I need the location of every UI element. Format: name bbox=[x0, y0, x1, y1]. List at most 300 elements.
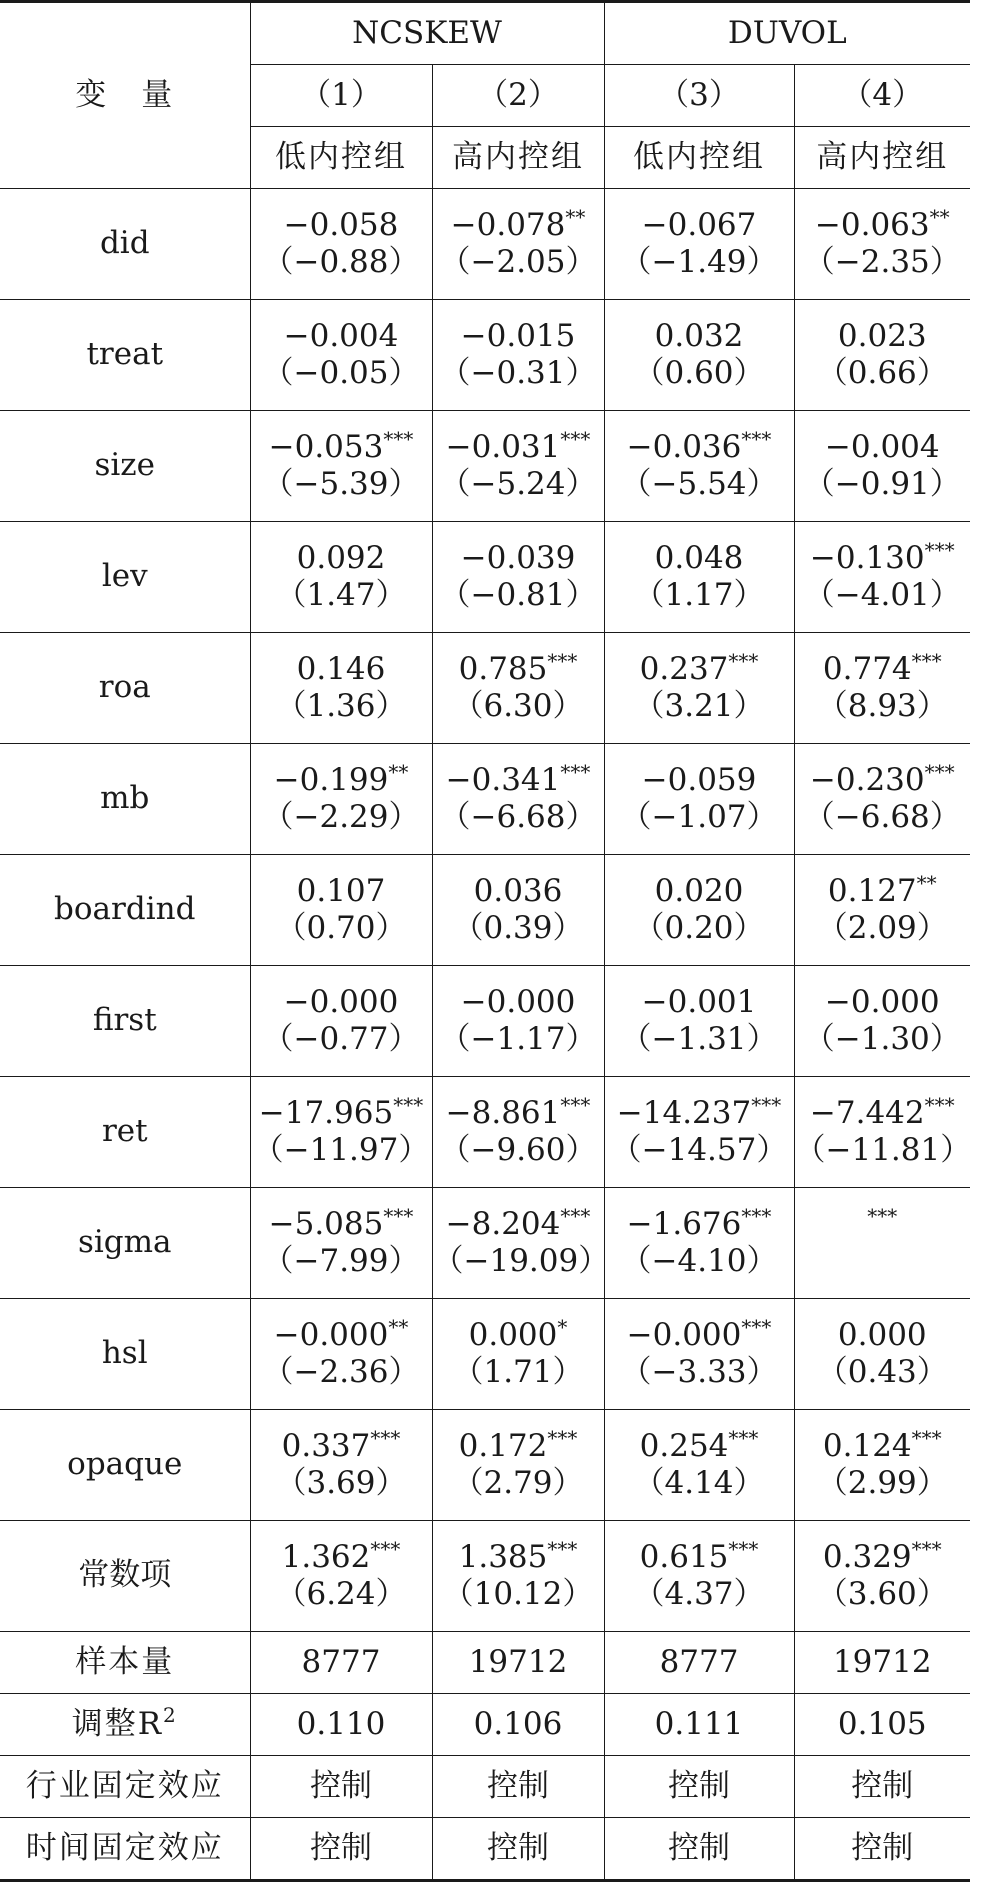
cell-value: 8777 bbox=[250, 1632, 432, 1694]
t-statistic: （−11.81） bbox=[794, 1132, 972, 1168]
cell-value: 控制 bbox=[250, 1818, 432, 1881]
coefficient-value: −0.067 bbox=[641, 206, 757, 243]
coefficient-value: −0.053 bbox=[268, 428, 384, 465]
significance-stars: *** bbox=[728, 1536, 759, 1561]
t-statistic: （10.12） bbox=[442, 1576, 594, 1612]
t-statistic: （3.69） bbox=[275, 1465, 407, 1501]
variable-name: roa bbox=[0, 633, 250, 744]
t-statistic bbox=[795, 1243, 971, 1280]
coefficient-value: −5.085 bbox=[268, 1205, 384, 1242]
t-statistic: （−6.68） bbox=[803, 799, 961, 835]
coefficient-value: −1.676 bbox=[626, 1205, 742, 1242]
significance-stars: *** bbox=[560, 1203, 591, 1228]
t-statistic: （−5.39） bbox=[262, 466, 420, 502]
coefficient-cell bbox=[794, 633, 970, 744]
t-statistic: （−1.17） bbox=[439, 1021, 597, 1057]
coefficient-line bbox=[433, 1092, 604, 1132]
row-label bbox=[0, 1694, 250, 1756]
significance-stars: ** bbox=[916, 870, 937, 895]
coefficient-cell bbox=[432, 966, 604, 1077]
coefficient-cell bbox=[432, 633, 604, 744]
variable-row bbox=[0, 189, 970, 300]
coefficient-cell bbox=[794, 1299, 970, 1410]
significance-stars: *** bbox=[924, 537, 955, 562]
coefficient-cell bbox=[794, 522, 970, 633]
coefficient-cell bbox=[432, 744, 604, 855]
t-statistic: （0.66） bbox=[816, 355, 948, 391]
coefficient-line bbox=[433, 1314, 604, 1354]
coefficient-value: −7.442 bbox=[809, 1094, 925, 1131]
coefficient-cell bbox=[432, 1299, 604, 1410]
cell-value: 控制 bbox=[432, 1756, 604, 1818]
t-statistic: （0.39） bbox=[452, 910, 584, 946]
coefficient-line bbox=[433, 1536, 604, 1576]
t-statistic: （−0.81） bbox=[439, 577, 597, 613]
coefficient-line bbox=[251, 540, 432, 577]
coefficient-cell bbox=[432, 300, 604, 411]
coefficient-line bbox=[251, 1314, 432, 1354]
t-statistic: （0.20） bbox=[633, 910, 765, 946]
coefficient-cell bbox=[794, 855, 970, 966]
coefficient-value: 0.020 bbox=[654, 872, 744, 909]
coefficient-line bbox=[433, 984, 604, 1021]
coefficient-line bbox=[433, 648, 604, 688]
variable-name: mb bbox=[0, 744, 250, 855]
coefficient-cell bbox=[250, 1077, 432, 1188]
coefficient-line bbox=[251, 1425, 432, 1465]
t-statistic: （1.71） bbox=[452, 1354, 584, 1390]
t-statistic: （1.17） bbox=[633, 577, 765, 613]
coefficient-cell bbox=[794, 1521, 970, 1632]
t-statistic: （−5.24） bbox=[439, 466, 597, 502]
coefficient-cell bbox=[250, 1410, 432, 1521]
coefficient-line bbox=[795, 537, 971, 577]
t-statistic: （−1.07） bbox=[620, 799, 778, 835]
t-statistic: （2.09） bbox=[816, 910, 948, 946]
coefficient-line bbox=[795, 648, 971, 688]
coefficient-cell bbox=[604, 1410, 794, 1521]
coefficient-line bbox=[433, 1203, 604, 1243]
coefficient-cell bbox=[250, 966, 432, 1077]
cell-value: 0.110 bbox=[250, 1694, 432, 1756]
cell-value: 0.111 bbox=[604, 1694, 794, 1756]
significance-stars: *** bbox=[560, 426, 591, 451]
significance-stars: *** bbox=[924, 759, 955, 784]
significance-stars: *** bbox=[383, 426, 414, 451]
significance-stars: ** bbox=[388, 1314, 409, 1339]
coefficient-value: −0.078 bbox=[450, 206, 566, 243]
t-statistic: （0.70） bbox=[275, 910, 407, 946]
t-statistic: （8.93） bbox=[816, 688, 948, 724]
coefficient-cell bbox=[432, 189, 604, 300]
t-statistic: （−2.29） bbox=[262, 799, 420, 835]
coefficient-line bbox=[251, 207, 432, 244]
coefficient-value: 0.337 bbox=[281, 1427, 371, 1464]
t-statistic: （1.36） bbox=[275, 688, 407, 724]
coefficient-line bbox=[605, 1203, 794, 1243]
t-statistic: （−5.54） bbox=[620, 466, 778, 502]
coefficient-cell bbox=[604, 744, 794, 855]
coefficient-cell bbox=[794, 189, 970, 300]
coefficient-value: −0.036 bbox=[626, 428, 742, 465]
t-statistic: （−6.68） bbox=[439, 799, 597, 835]
coefficient-value: 1.385 bbox=[458, 1538, 548, 1575]
variable-row bbox=[0, 300, 970, 411]
col-number-3: （3） bbox=[604, 65, 794, 127]
row-label: 样本量 bbox=[0, 1632, 250, 1694]
variable-row bbox=[0, 1299, 970, 1410]
significance-stars: *** bbox=[547, 648, 578, 673]
adj-r2-row bbox=[0, 1694, 970, 1756]
coefficient-value: −0.039 bbox=[460, 539, 576, 576]
t-statistic: （1.47） bbox=[275, 577, 407, 613]
variable-name: 常数项 bbox=[0, 1521, 250, 1632]
industry-fe-row bbox=[0, 1756, 970, 1818]
coefficient-cell bbox=[604, 1077, 794, 1188]
coefficient-line bbox=[605, 1536, 794, 1576]
coefficient-line bbox=[795, 870, 971, 910]
coefficient-value: 0.032 bbox=[654, 317, 744, 354]
coefficient-value: 0.615 bbox=[639, 1538, 729, 1575]
t-statistic: （4.37） bbox=[633, 1576, 765, 1612]
variable-row bbox=[0, 1410, 970, 1521]
coefficient-line bbox=[605, 873, 794, 910]
coefficient-line bbox=[605, 1314, 794, 1354]
coefficient-value: 1.362 bbox=[281, 1538, 371, 1575]
coefficient-cell bbox=[432, 522, 604, 633]
t-statistic: （−14.57） bbox=[610, 1132, 788, 1168]
t-statistic: （−2.05） bbox=[439, 244, 597, 280]
t-statistic: （−0.88） bbox=[262, 244, 420, 280]
coefficient-line bbox=[795, 1317, 971, 1354]
significance-stars: *** bbox=[911, 648, 942, 673]
col-number-4: （4） bbox=[794, 65, 970, 127]
significance-stars: ** bbox=[565, 204, 586, 229]
coefficient-cell bbox=[250, 855, 432, 966]
cell-value: 8777 bbox=[604, 1632, 794, 1694]
coefficient-cell bbox=[432, 1188, 610, 1299]
coefficient-value: −0.341 bbox=[445, 761, 561, 798]
coefficient-cell bbox=[604, 633, 794, 744]
cell-value: 控制 bbox=[432, 1818, 604, 1881]
coefficient-value: 0.785 bbox=[458, 650, 548, 687]
coefficient-value: 0.254 bbox=[639, 1427, 729, 1464]
coefficient-value: 0.107 bbox=[296, 872, 386, 909]
variable-row bbox=[0, 966, 970, 1077]
coefficient-line bbox=[605, 1425, 794, 1465]
coefficient-line bbox=[251, 1092, 432, 1132]
coefficient-cell bbox=[250, 411, 432, 522]
significance-stars: *** bbox=[547, 1536, 578, 1561]
coefficient-line bbox=[605, 984, 794, 1021]
col-group-2: 高内控组 bbox=[432, 127, 604, 189]
t-statistic: （−7.99） bbox=[262, 1243, 420, 1279]
coefficient-value: −0.059 bbox=[641, 761, 757, 798]
coefficient-value: −8.861 bbox=[445, 1094, 561, 1131]
sample-size-row bbox=[0, 1632, 970, 1694]
variable-row bbox=[0, 1188, 970, 1299]
coefficient-line bbox=[795, 318, 971, 355]
significance-stars: ** bbox=[929, 204, 950, 229]
t-statistic: （3.60） bbox=[816, 1576, 948, 1612]
variable-row bbox=[0, 855, 970, 966]
coefficient-value: 0.000 bbox=[468, 1316, 558, 1353]
coefficient-line bbox=[795, 1092, 971, 1132]
coefficient-cell bbox=[604, 855, 794, 966]
t-statistic: （3.21） bbox=[633, 688, 765, 724]
coefficient-line bbox=[605, 426, 794, 466]
coefficient-cell bbox=[604, 1188, 794, 1299]
significance-stars: *** bbox=[728, 648, 759, 673]
significance-stars: *** bbox=[393, 1092, 424, 1117]
coefficient-cell bbox=[250, 1299, 432, 1410]
variable-name: opaque bbox=[0, 1410, 250, 1521]
coefficient-line bbox=[605, 762, 794, 799]
coefficient-value: 0.000 bbox=[837, 1316, 927, 1353]
coefficient-line bbox=[795, 984, 971, 1021]
variable-row bbox=[0, 411, 970, 522]
coefficient-value: −0.001 bbox=[641, 983, 757, 1020]
adj-r2-superscript: 2 bbox=[163, 1702, 178, 1727]
coefficient-value: 0.023 bbox=[837, 317, 927, 354]
coefficient-value: 0.146 bbox=[296, 650, 386, 687]
t-statistic: （−0.91） bbox=[803, 466, 961, 502]
variable-row bbox=[0, 744, 970, 855]
col-group-4: 高内控组 bbox=[794, 127, 970, 189]
significance-stars: *** bbox=[370, 1425, 401, 1450]
cell-value: 0.106 bbox=[432, 1694, 604, 1756]
variable-header: 变 量 bbox=[0, 2, 250, 189]
coefficient-value: 0.036 bbox=[473, 872, 563, 909]
coefficient-line bbox=[605, 540, 794, 577]
coefficient-line bbox=[433, 426, 604, 466]
coefficient-value: −17.965 bbox=[258, 1094, 394, 1131]
significance-stars: *** bbox=[383, 1203, 414, 1228]
coefficient-line bbox=[251, 426, 432, 466]
t-statistic: （−1.49） bbox=[620, 244, 778, 280]
significance-stars: *** bbox=[911, 1425, 942, 1450]
coefficient-cell bbox=[604, 522, 794, 633]
coefficient-line bbox=[433, 873, 604, 910]
coefficient-value: 0.237 bbox=[639, 650, 729, 687]
coefficient-line bbox=[251, 651, 432, 688]
t-statistic: （4.14） bbox=[633, 1465, 765, 1501]
t-statistic: （−0.77） bbox=[262, 1021, 420, 1057]
variable-name: lev bbox=[0, 522, 250, 633]
coefficient-cell bbox=[250, 1521, 432, 1632]
coefficient-line bbox=[795, 1203, 971, 1243]
cell-value: 0.105 bbox=[794, 1694, 970, 1756]
significance-stars: *** bbox=[867, 1203, 898, 1228]
coefficient-value: −14.237 bbox=[616, 1094, 752, 1131]
coefficient-line bbox=[795, 1536, 971, 1576]
t-statistic: （6.24） bbox=[275, 1576, 407, 1612]
significance-stars: *** bbox=[728, 1425, 759, 1450]
coefficient-value: −0.000 bbox=[626, 1316, 742, 1353]
t-statistic: （−1.31） bbox=[620, 1021, 778, 1057]
adj-r2-label: 调整R bbox=[71, 1705, 164, 1742]
significance-stars: *** bbox=[370, 1536, 401, 1561]
coefficient-cell bbox=[794, 411, 970, 522]
t-statistic: （−9.60） bbox=[439, 1132, 597, 1168]
significance-stars: *** bbox=[741, 1314, 772, 1339]
coefficient-line bbox=[433, 318, 604, 355]
coefficient-cell bbox=[250, 300, 432, 411]
coefficient-cell bbox=[250, 633, 432, 744]
coefficient-cell bbox=[794, 1077, 970, 1188]
coefficient-cell bbox=[604, 966, 794, 1077]
t-statistic: （−0.05） bbox=[262, 355, 420, 391]
significance-stars: *** bbox=[751, 1092, 782, 1117]
coefficient-value: −0.058 bbox=[283, 206, 399, 243]
variable-name: did bbox=[0, 189, 250, 300]
variable-name: treat bbox=[0, 300, 250, 411]
cell-value: 控制 bbox=[794, 1756, 970, 1818]
significance-stars: *** bbox=[911, 1536, 942, 1561]
coefficient-cell bbox=[794, 1410, 970, 1521]
t-statistic: （−2.36） bbox=[262, 1354, 420, 1390]
variable-name: first bbox=[0, 966, 250, 1077]
variable-rows bbox=[0, 189, 970, 1632]
significance-stars: * bbox=[557, 1314, 568, 1339]
t-statistic: （0.43） bbox=[816, 1354, 948, 1390]
coefficient-cell bbox=[250, 522, 432, 633]
significance-stars: *** bbox=[741, 426, 772, 451]
t-statistic: （−3.33） bbox=[620, 1354, 778, 1390]
cell-value: 19712 bbox=[794, 1632, 970, 1694]
coefficient-value: −0.000 bbox=[283, 983, 399, 1020]
variable-name: boardind bbox=[0, 855, 250, 966]
col-group-3: 低内控组 bbox=[604, 127, 794, 189]
variable-name: ret bbox=[0, 1077, 250, 1188]
t-statistic: （2.99） bbox=[816, 1465, 948, 1501]
coefficient-cell bbox=[432, 1521, 604, 1632]
t-statistic: （−4.01） bbox=[803, 577, 961, 613]
cell-value: 控制 bbox=[604, 1818, 794, 1881]
cell-value: 控制 bbox=[794, 1818, 970, 1881]
coefficient-line bbox=[251, 1536, 432, 1576]
coefficient-value: 0.127 bbox=[827, 872, 917, 909]
t-statistic: （0.60） bbox=[633, 355, 765, 391]
coefficient-line bbox=[251, 873, 432, 910]
coefficient-value: −0.000 bbox=[273, 1316, 389, 1353]
coefficient-value: −0.000 bbox=[460, 983, 576, 1020]
coefficient-cell bbox=[794, 966, 970, 1077]
coefficient-cell bbox=[794, 1188, 970, 1299]
t-statistic: （−1.30） bbox=[803, 1021, 961, 1057]
coefficient-line bbox=[251, 984, 432, 1021]
time-fe-row bbox=[0, 1818, 970, 1881]
coefficient-value: −0.015 bbox=[460, 317, 576, 354]
coefficient-line bbox=[795, 1425, 971, 1465]
variable-name: size bbox=[0, 411, 250, 522]
col-group-1: 低内控组 bbox=[250, 127, 432, 189]
t-statistic: （2.79） bbox=[452, 1465, 584, 1501]
coefficient-cell bbox=[250, 744, 432, 855]
significance-stars: ** bbox=[388, 759, 409, 784]
t-statistic: （−19.09） bbox=[432, 1243, 610, 1279]
significance-stars: *** bbox=[547, 1425, 578, 1450]
coefficient-line bbox=[433, 540, 604, 577]
coefficient-cell bbox=[250, 1188, 432, 1299]
variable-row bbox=[0, 633, 970, 744]
coefficient-cell bbox=[250, 189, 432, 300]
coefficient-line bbox=[251, 1203, 432, 1243]
coefficient-cell bbox=[604, 411, 794, 522]
t-statistic: （−0.31） bbox=[439, 355, 597, 391]
coefficient-cell bbox=[794, 744, 970, 855]
variable-row bbox=[0, 1077, 970, 1188]
coefficient-line bbox=[605, 648, 794, 688]
variable-row bbox=[0, 1521, 970, 1632]
significance-stars: *** bbox=[741, 1203, 772, 1228]
row-label: 时间固定效应 bbox=[0, 1818, 250, 1881]
coefficient-cell bbox=[432, 1410, 604, 1521]
significance-stars: *** bbox=[924, 1092, 955, 1117]
coefficient-value: 0.092 bbox=[296, 539, 386, 576]
coefficient-value: −0.031 bbox=[445, 428, 561, 465]
coefficient-line bbox=[605, 1092, 794, 1132]
coefficient-line bbox=[795, 429, 971, 466]
coefficient-line bbox=[433, 759, 604, 799]
cell-value: 19712 bbox=[432, 1632, 604, 1694]
coefficient-cell bbox=[604, 300, 794, 411]
coefficient-value: −0.230 bbox=[809, 761, 925, 798]
coefficient-line bbox=[605, 207, 794, 244]
coefficient-value: 0.048 bbox=[654, 539, 744, 576]
coefficient-line bbox=[251, 318, 432, 355]
coefficient-cell bbox=[432, 1077, 604, 1188]
coefficient-value: −0.199 bbox=[273, 761, 389, 798]
variable-row bbox=[0, 522, 970, 633]
coefficient-line bbox=[433, 1425, 604, 1465]
t-statistic: （6.30） bbox=[452, 688, 584, 724]
coefficient-line bbox=[251, 759, 432, 799]
cell-value: 控制 bbox=[604, 1756, 794, 1818]
coefficient-cell bbox=[604, 1299, 794, 1410]
group-header-duvol: DUVOL bbox=[604, 2, 970, 65]
cell-value: 控制 bbox=[250, 1756, 432, 1818]
coefficient-value: −0.130 bbox=[809, 539, 925, 576]
coefficient-cell bbox=[432, 855, 604, 966]
group-header-ncskew: NCSKEW bbox=[250, 2, 604, 65]
col-number-1: （1） bbox=[250, 65, 432, 127]
coefficient-line bbox=[795, 759, 971, 799]
significance-stars: *** bbox=[560, 759, 591, 784]
coefficient-line bbox=[605, 318, 794, 355]
coefficient-value: −0.004 bbox=[283, 317, 399, 354]
coefficient-cell bbox=[604, 1521, 794, 1632]
t-statistic: （−2.35） bbox=[803, 244, 961, 280]
col-number-2: （2） bbox=[432, 65, 604, 127]
coefficient-cell bbox=[604, 189, 794, 300]
coefficient-value: −0.063 bbox=[814, 206, 930, 243]
significance-stars: *** bbox=[560, 1092, 591, 1117]
coefficient-value: 0.124 bbox=[822, 1427, 912, 1464]
coefficient-line bbox=[433, 204, 604, 244]
coefficient-cell bbox=[432, 411, 604, 522]
variable-name: hsl bbox=[0, 1299, 250, 1410]
t-statistic: （−11.97） bbox=[252, 1132, 430, 1168]
coefficient-line bbox=[795, 204, 971, 244]
coefficient-value: 0.172 bbox=[458, 1427, 548, 1464]
coefficient-value: 0.774 bbox=[822, 650, 912, 687]
coefficient-value: −0.000 bbox=[824, 983, 940, 1020]
coefficient-value: −8.204 bbox=[445, 1205, 561, 1242]
coefficient-value: −0.004 bbox=[824, 428, 940, 465]
coefficient-value: 0.329 bbox=[822, 1538, 912, 1575]
coefficient-cell bbox=[794, 300, 970, 411]
